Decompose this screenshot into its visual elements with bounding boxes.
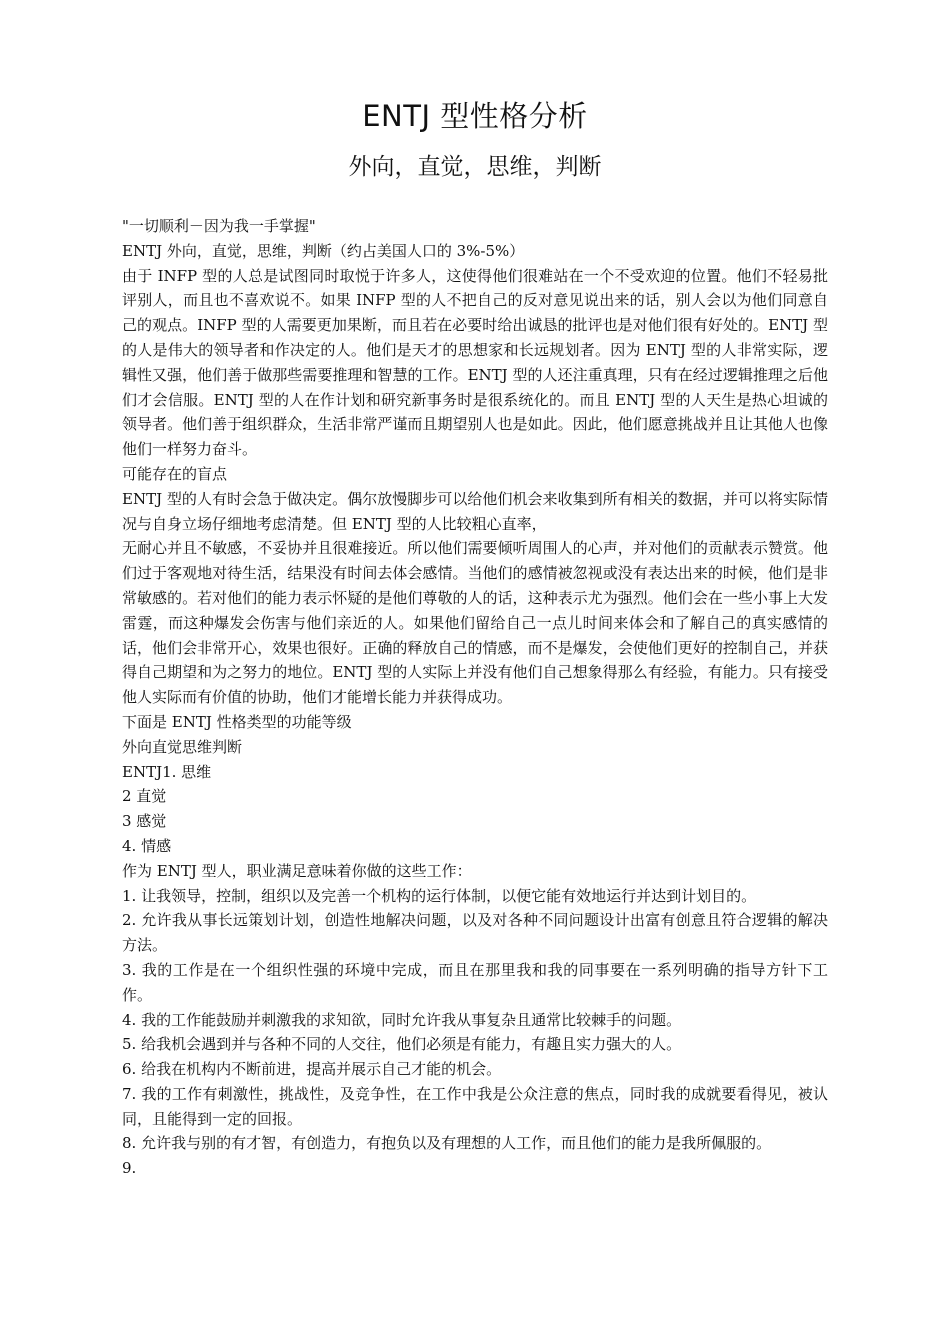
- function-order-line: 外向直觉思维判断: [122, 737, 243, 756]
- career-list-item: 5. 给我机会遇到并与各种不同的人交往，他们必须是有能力，有趣且实力强大的人。: [122, 1035, 682, 1054]
- quote-line: "一切顺利－因为我一手掌握": [122, 217, 316, 235]
- blind-spots-paragraph: ENTJ 型的人有时会急于做决定。偶尔放慢脚步可以给他们机会来收集到所有相关的数据，并可以将实际情况与自身立场仔细地考虑清楚。但 ENTJ 型的人比较粗心直率，: [122, 489, 828, 533]
- type-summary-line: ENTJ 外向，直觉，思维，判断（约占美国人口的 3%-5%）: [122, 241, 525, 260]
- career-list-item: 2. 允许我从事长远策划计划，创造性地解决问题，以及对各种不同问题设计出富有创意且符合逻辑的解决方法。: [122, 911, 828, 955]
- career-list-item: 7. 我的工作有刺激性，挑战性，及竞争性，在工作中我是公众注意的焦点，同时我的成就要看得见，被认同，且能得到一定的回报。: [122, 1084, 828, 1128]
- career-list-item: 6. 给我在机构内不断前进，提高并展示自己才能的机会。: [122, 1060, 502, 1079]
- document-body: [122, 214, 828, 1181]
- career-intro-line: 作为 ENTJ 型人，职业满足意味着你做的这些工作：: [122, 861, 472, 880]
- section-heading-function-hierarchy: 下面是 ENTJ 性格类型的功能等级: [122, 712, 352, 731]
- document-subtitle: 外向，直觉，思维，判断: [348, 154, 602, 180]
- description-paragraph: 由于 INFP 型的人总是试图同时取悦于许多人，这使得他们很难站在一个不受欢迎的位置。他们不轻易批评别人，而且也不喜欢说不。如果 INFP 型的人不把自己的反对意见说出来的话，别人会以为他们同意自己的观点。INFP 型的人需要更加果断，而且若在必要时给出诚恳的批评也是对他们很有好处的。ENTJ 型的人是伟大的领导者和作决定的人。他们是天才的思想家和长远规划者。因为 ENTJ 型的人非常实际，逻辑性又强，他们善于做那些需要推理和智慧的工作。ENTJ 型的人还注重真理，只有在经过逻辑推理之后他们才会信服。ENTJ 型的人在作计划和研究新事务时是很系统化的。而且 ENTJ 型的人天生是热心坦诚的领导者。他们善于组织群众，生活非常严谨而且期望别人也是如此。因此，他们愿意挑战并且让其他人也像他们一样努力奋斗。: [122, 266, 828, 459]
- career-list-item: 1. 让我领导，控制，组织以及完善一个机构的运行体制，以便它能有效地运行并达到计划目的。: [122, 886, 757, 905]
- career-list-item: 8. 允许我与别的有才智，有创造力，有抱负以及有理想的人工作，而且他们的能力是我所佩服的。: [122, 1134, 772, 1153]
- career-list-item: 3. 我的工作是在一个组织性强的环境中完成，而且在那里我和我的同事要在一系列明确的指导方针下工作。: [122, 960, 828, 1004]
- section-heading-blind-spots: 可能存在的盲点: [122, 464, 228, 483]
- document-title: ENTJ 型性格分析: [362, 99, 588, 133]
- career-list-item: 4. 我的工作能鼓励并刺激我的求知欲，同时允许我从事复杂且通常比较棘手的问题。: [122, 1010, 682, 1029]
- function-item: 4. 情感: [122, 836, 172, 855]
- function-item: ENTJ1. 思维: [122, 762, 212, 781]
- function-item: 3 感觉: [122, 812, 167, 831]
- function-item: 2 直觉: [122, 787, 167, 806]
- blind-spots-paragraph-continued: 无耐心并且不敏感，不妥协并且很难接近。所以他们需要倾听周围人的心声，并对他们的贡献表示赞赏。他们过于客观地对待生活，结果没有时间去体会感情。当他们的感情被忽视或没有表达出来的时候，他们是非常敏感的。若对他们的能力表示怀疑的是他们尊敬的人的话，这种表示尤为强烈。他们会在一些小事上大发雷霆，而这种爆发会伤害与他们亲近的人。如果他们留给自己一点儿时间来体会和了解自己的真实感情的话，他们会非常开心，效果也很好。正确的释放自己的情感，而不是爆发，会使他们更好的控制自己，并获得自己期望和为之努力的地位。ENTJ 型的人实际上并没有他们自己想象得那么有经验，有能力。只有接受他人实际而有价值的协助，他们才能增长能力并获得成功。: [122, 539, 828, 707]
- career-list-item: 9.: [122, 1159, 137, 1178]
